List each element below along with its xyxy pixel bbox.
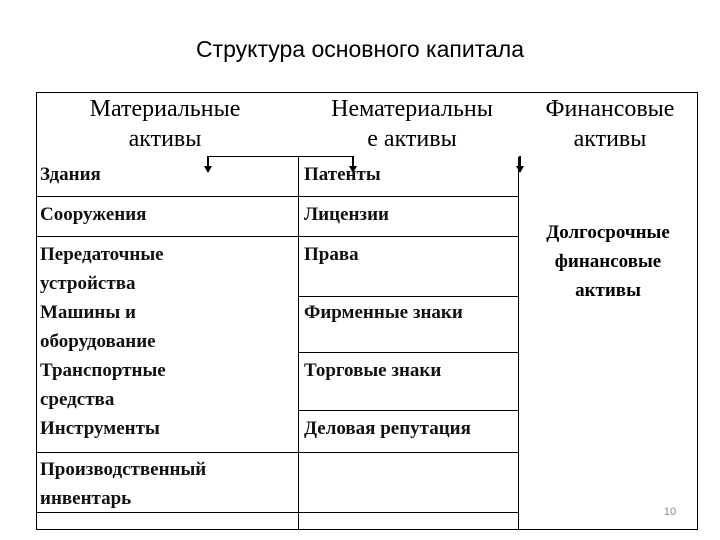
header-intangible <box>302 94 522 154</box>
material-item-line: устройства <box>40 273 136 294</box>
material-item-line: Производственный <box>40 459 207 480</box>
material-item-line: Инструменты <box>40 418 160 439</box>
row-divider-1 <box>36 196 518 197</box>
header-financial <box>522 94 698 154</box>
page-number: 10 <box>663 506 677 518</box>
financial-item-line: финансовые <box>554 251 662 272</box>
intangible-item: Права <box>304 244 359 265</box>
arrow-material-stem <box>207 156 209 166</box>
header-material <box>40 94 290 154</box>
header-financial-line2: активы <box>573 126 647 152</box>
material-item <box>40 455 206 513</box>
material-item: Здания <box>40 164 101 185</box>
column-divider-1 <box>298 157 299 530</box>
arrow-financial-stem <box>519 156 521 166</box>
intangible-item: Лицензии <box>304 204 389 225</box>
slide-title: Структура основного капитала <box>195 36 524 62</box>
header-intangible-line1: Нематериальны <box>331 96 493 122</box>
material-item <box>40 240 166 443</box>
header-financial-line1: Финансовые <box>545 96 675 122</box>
header-material-line1: Материальные <box>89 96 241 122</box>
row-divider-6 <box>36 452 518 453</box>
row-divider-5 <box>298 410 518 411</box>
row-divider-2 <box>36 236 518 237</box>
intangible-item: Фирменные знаки <box>304 302 463 323</box>
intangible-item: Торговые знаки <box>304 360 442 381</box>
header-intangible-line2: е активы <box>367 126 457 152</box>
material-item-line: Машины и <box>40 302 136 323</box>
material-item-line: Транспортные <box>40 360 166 381</box>
intangible-item: Деловая репутация <box>304 418 471 439</box>
material-item: Сооружения <box>40 204 147 225</box>
material-item-line: инвентарь <box>40 488 132 509</box>
financial-item <box>518 218 698 305</box>
financial-item-line: активы <box>575 280 641 301</box>
arrow-material <box>204 166 212 173</box>
header-material-line2: активы <box>128 126 202 152</box>
financial-item-line: Долгосрочные <box>546 222 670 243</box>
material-item-line: Передаточные <box>40 244 164 265</box>
row-divider-4 <box>298 352 518 353</box>
intangible-item: Патенты <box>304 164 381 185</box>
material-item-line: средства <box>40 389 115 410</box>
material-item-line: оборудование <box>40 331 156 352</box>
column-divider-2 <box>518 157 519 530</box>
row-divider-3 <box>298 296 518 297</box>
header-connector-line <box>207 156 352 157</box>
